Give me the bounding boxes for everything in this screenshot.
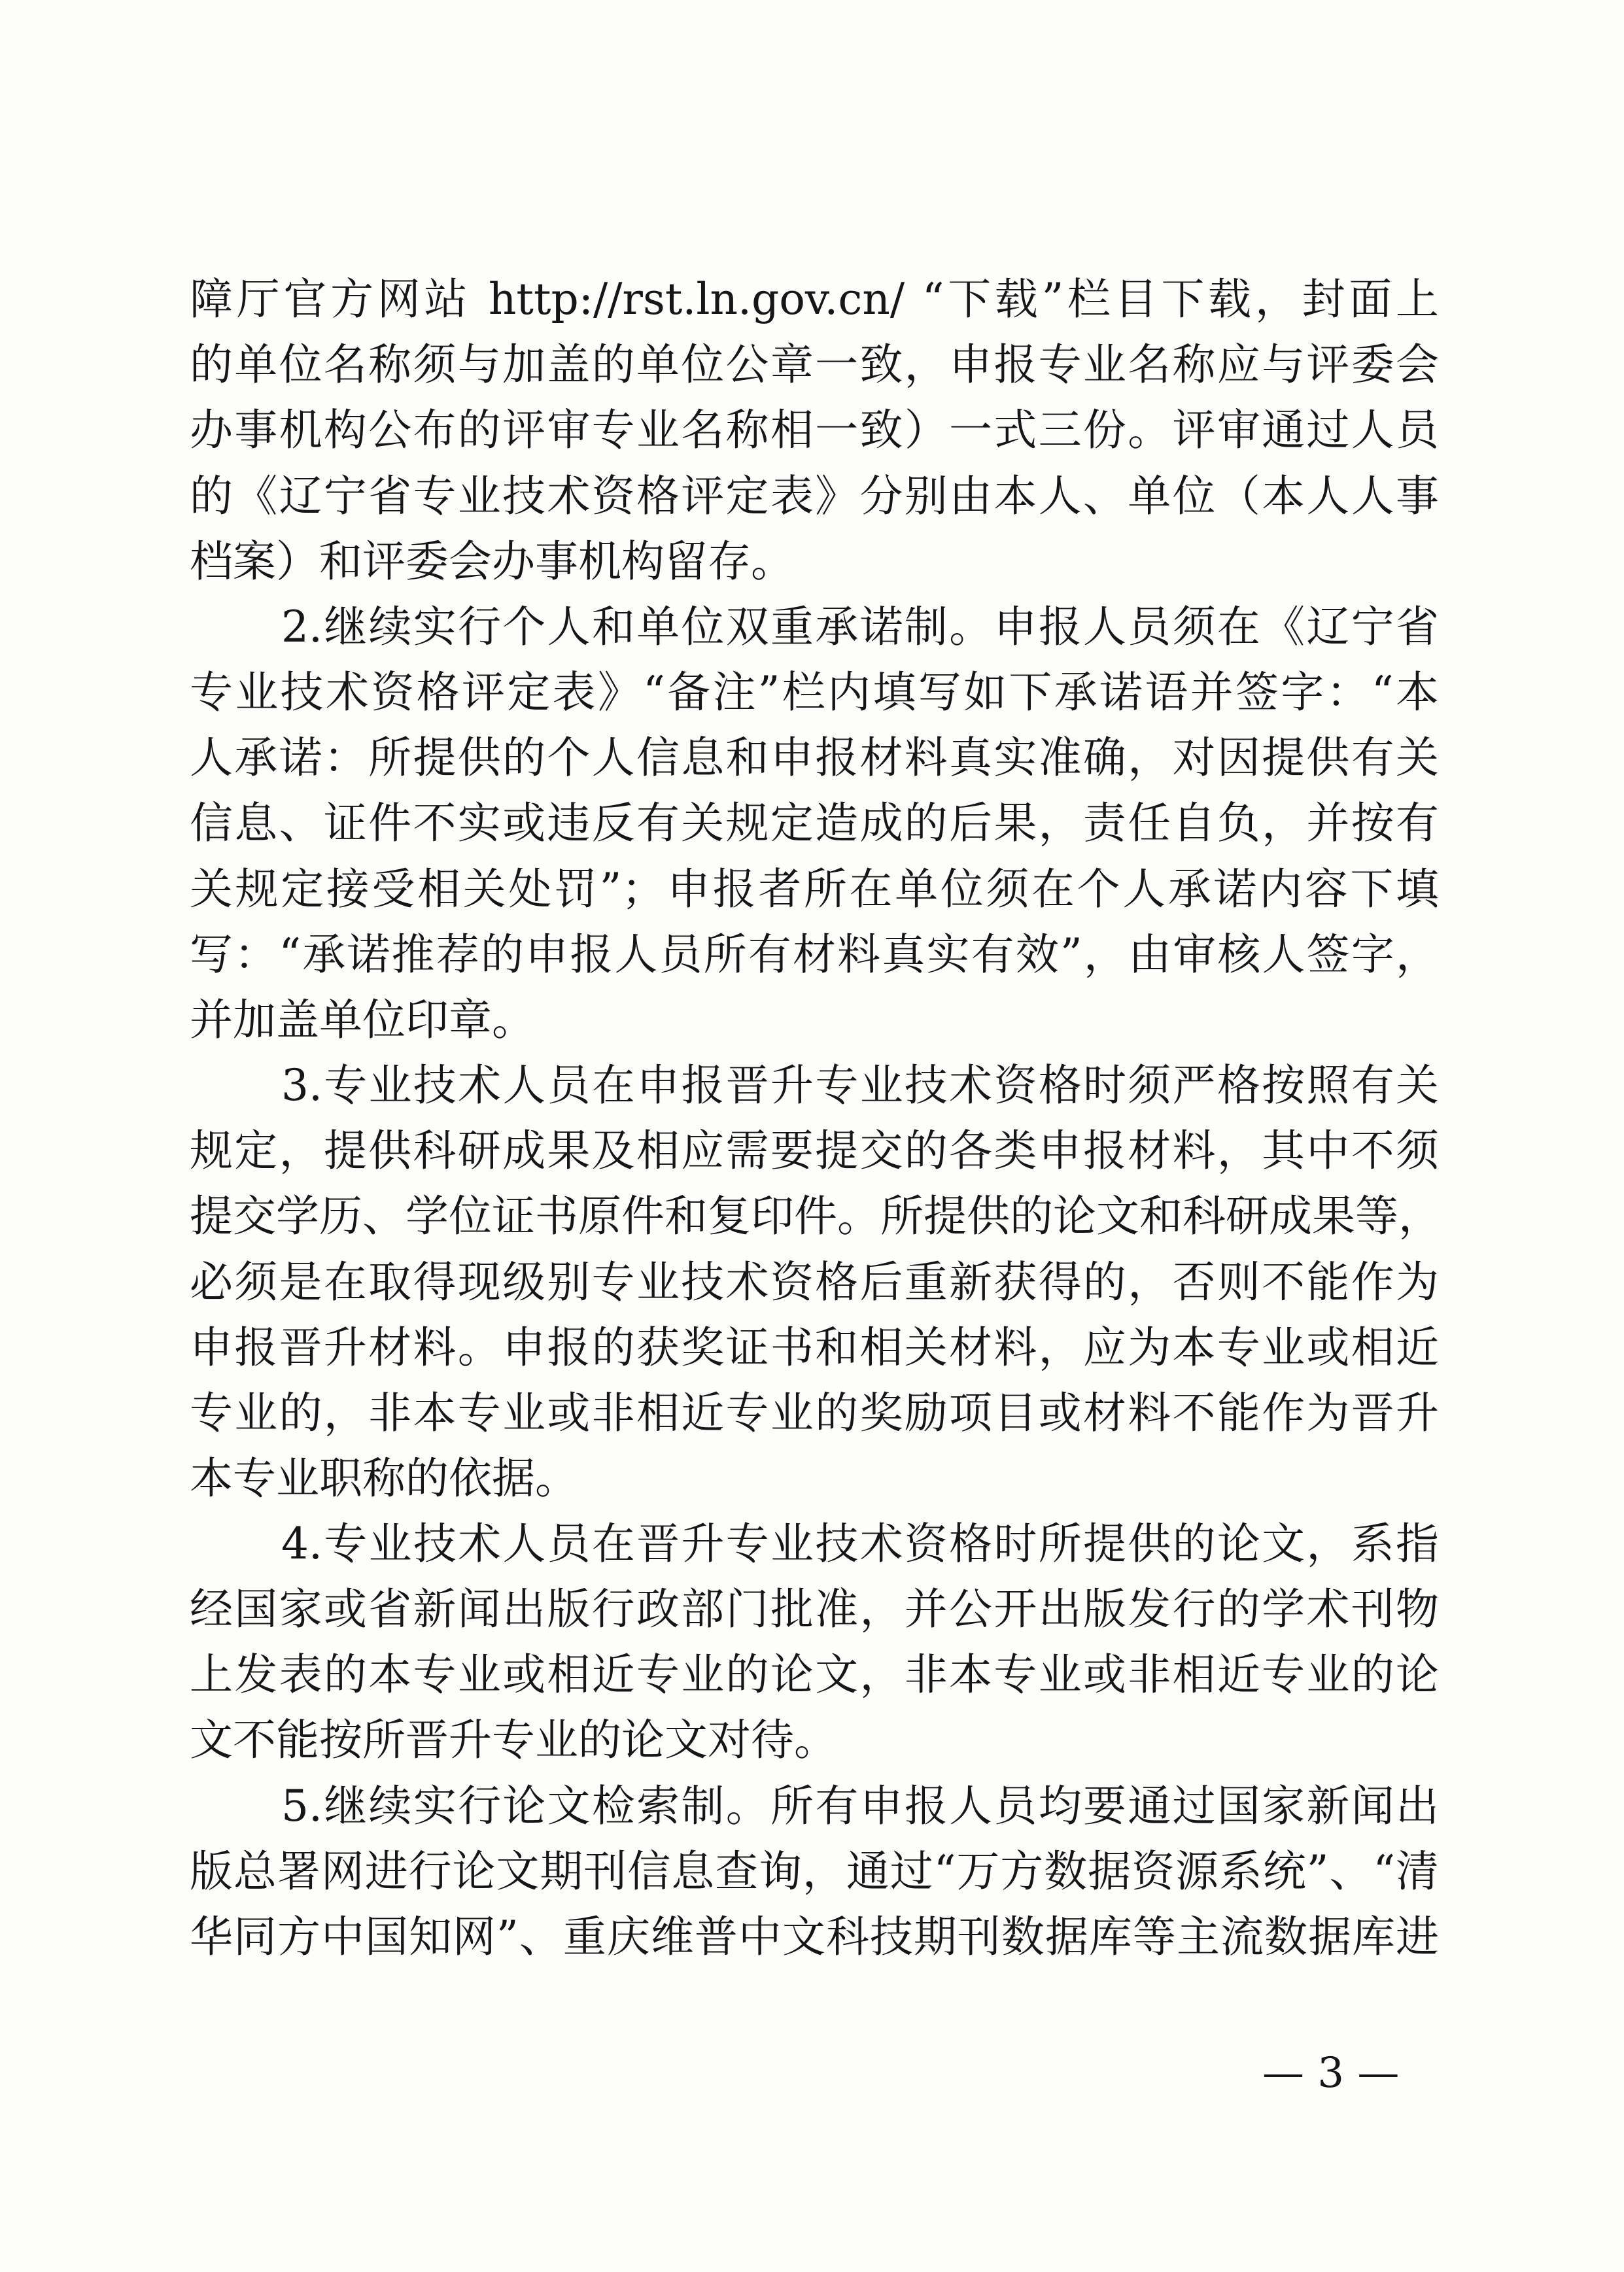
body-line: 必须是在取得现级别专业技术资格后重新获得的，否则不能作为 — [190, 1257, 1439, 1307]
body-line: 信息、证件不实或违反有关规定造成的后果，责任自负，并按有 — [190, 798, 1439, 848]
body-line: 并加盖单位印章。 — [190, 995, 535, 1045]
body-line: 的《辽宁省专业技术资格评定表》分别由本人、单位（本人人事 — [190, 471, 1439, 521]
paragraph-5-start: 5.继续实行论文检索制。所有申报人员均要通过国家新闻出 — [281, 1781, 1439, 1831]
body-line: 版总署网进行论文期刊信息查询，通过“万方数据资源系统”、“清 — [190, 1846, 1439, 1897]
body-line: 的单位名称须与加盖的单位公章一致，申报专业名称应与评委会 — [190, 339, 1439, 390]
body-line: 写：“承诺推荐的申报人员所有材料真实有效”，由审核人签字， — [190, 929, 1439, 980]
body-line: 文不能按所晋升专业的论文对待。 — [190, 1715, 837, 1765]
body-line: 专业的，非本专业或非相近专业的奖励项目或材料不能作为晋升 — [190, 1388, 1439, 1438]
body-line: 人承诺：所提供的个人信息和申报材料真实准确，对因提供有关 — [190, 732, 1439, 783]
body-line: 提交学历、学位证书原件和复印件。所提供的论文和科研成果等， — [190, 1191, 1442, 1241]
body-line: 障厅官方网站 http://rst.ln.gov.cn/ “下载”栏目下载，封面上 — [190, 274, 1439, 324]
body-line: 办事机构公布的评审专业名称相一致）一式三份。评审通过人员 — [190, 405, 1439, 455]
body-line: 档案）和评委会办事机构留存。 — [190, 536, 794, 587]
body-line: 专业技术资格评定表》“备注”栏内填写如下承诺语并签字：“本 — [190, 667, 1439, 717]
body-line: 申报晋升材料。申报的获奖证书和相关材料，应为本专业或相近 — [190, 1322, 1439, 1373]
paragraph-2-start: 2.继续实行个人和单位双重承诺制。申报人员须在《辽宁省 — [281, 602, 1439, 652]
paragraph-3-start: 3.专业技术人员在申报晋升专业技术资格时须严格按照有关 — [281, 1060, 1439, 1110]
body-line: 规定，提供科研成果及相应需要提交的各类申报材料，其中不须 — [190, 1126, 1439, 1176]
body-line: 本专业职称的依据。 — [190, 1453, 578, 1504]
paragraph-4-start: 4.专业技术人员在晋升专业技术资格时所提供的论文，系指 — [281, 1519, 1439, 1569]
body-line: 华同方中国知网”、重庆维普中文科技期刊数据库等主流数据库进 — [190, 1912, 1439, 1962]
body-line: 上发表的本专业或相近专业的论文，非本专业或非相近专业的论 — [190, 1649, 1439, 1700]
body-line: 经国家或省新闻出版行政部门批准，并公开出版发行的学术刊物 — [190, 1584, 1439, 1634]
page-number: — 3 — — [1262, 2049, 1400, 2097]
body-line: 关规定接受相关处罚”；申报者所在单位须在个人承诺内容下填 — [190, 864, 1439, 914]
